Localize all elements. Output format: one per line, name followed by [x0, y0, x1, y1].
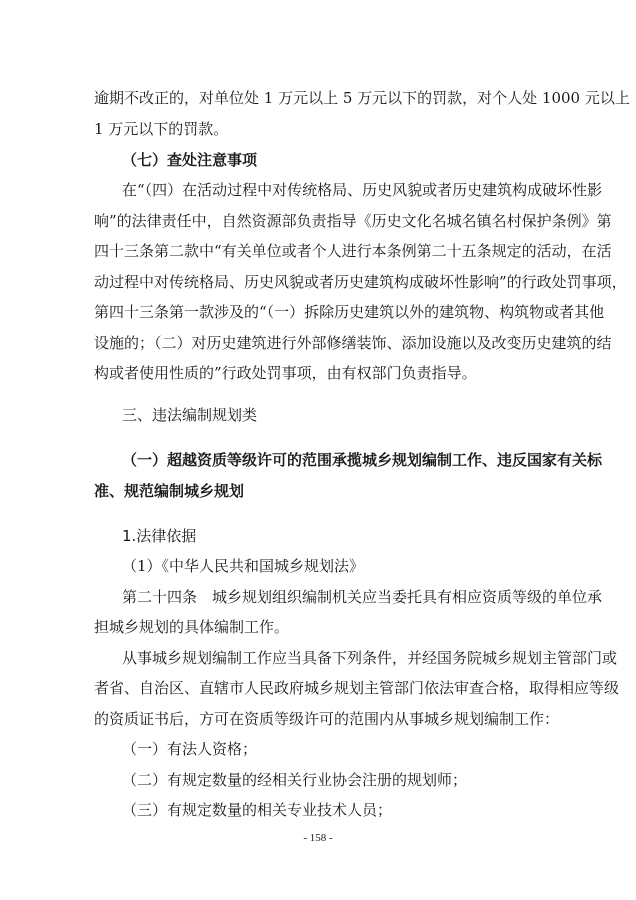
paragraph-line: 设施的；（二）对历史建筑进行外部修缮装饰、添加设施以及改变历史建筑的结	[94, 334, 612, 352]
paragraph-line: 动过程中对传统格局、历史风貌或者历史建筑构成破坏性影响”的行政处罚事项，	[94, 273, 627, 291]
paragraph-line: 的资质证书后，方可在资质等级许可的范围内从事城乡规划编制工作：	[94, 710, 560, 728]
chapter-heading: 三、违法编制规划类	[122, 406, 258, 424]
paragraph-line: 者省、自治区、直辖市人民政府城乡规划主管部门依法审查合格，取得相应等级	[94, 679, 620, 697]
list-item: （二）有规定数量的经相关行业协会注册的规划师；	[122, 771, 468, 789]
item-heading: 1.法律依据	[122, 527, 197, 545]
paragraph-line: 构或者使用性质的”行政处罚事项，由有权部门负责指导。	[94, 364, 477, 382]
paragraph-line: 从事城乡规划编制工作应当具备下列条件，并经国务院城乡规划主管部门或	[122, 649, 618, 667]
page-number: - 158 -	[303, 832, 333, 844]
subsection-heading: 准、规范编制城乡规划	[94, 482, 245, 500]
paragraph-line: 1 万元以下的罚款。	[94, 120, 229, 138]
paragraph-line: 第二十四条 城乡规划组织编制机关应当委托具有相应资质等级的单位承	[122, 588, 603, 606]
subsection-heading: （一）超越资质等级许可的范围承揽城乡规划编制工作、违反国家有关标	[122, 451, 603, 469]
list-item: （一）有法人资格；	[122, 740, 258, 758]
section-heading: （七）查处注意事项	[122, 151, 258, 169]
law-title: （1）《中华人民共和国城乡规划法》	[122, 557, 365, 575]
paragraph-line: 逾期不改正的，对单位处 1 万元以上 5 万元以下的罚款，对个人处 1000 元以上	[94, 89, 630, 107]
paragraph-line: 四十三条第二款中“有关单位或者个人进行本条例第二十五条规定的活动，在活	[94, 242, 612, 260]
list-item: （三）有规定数量的相关专业技术人员；	[122, 801, 393, 819]
paragraph-line: 在“（四）在活动过程中对传统格局、历史风貌或者历史建筑构成破坏性影	[122, 181, 603, 199]
paragraph-line: 第四十三条第一款涉及的“（一）拆除历史建筑以外的建筑物、构筑物或者其他	[94, 303, 605, 321]
paragraph-line: 响”的法律责任中，自然资源部负责指导《历史文化名城名镇名村保护条例》第	[94, 212, 612, 230]
paragraph-line: 担城乡规划的具体编制工作。	[94, 618, 290, 636]
